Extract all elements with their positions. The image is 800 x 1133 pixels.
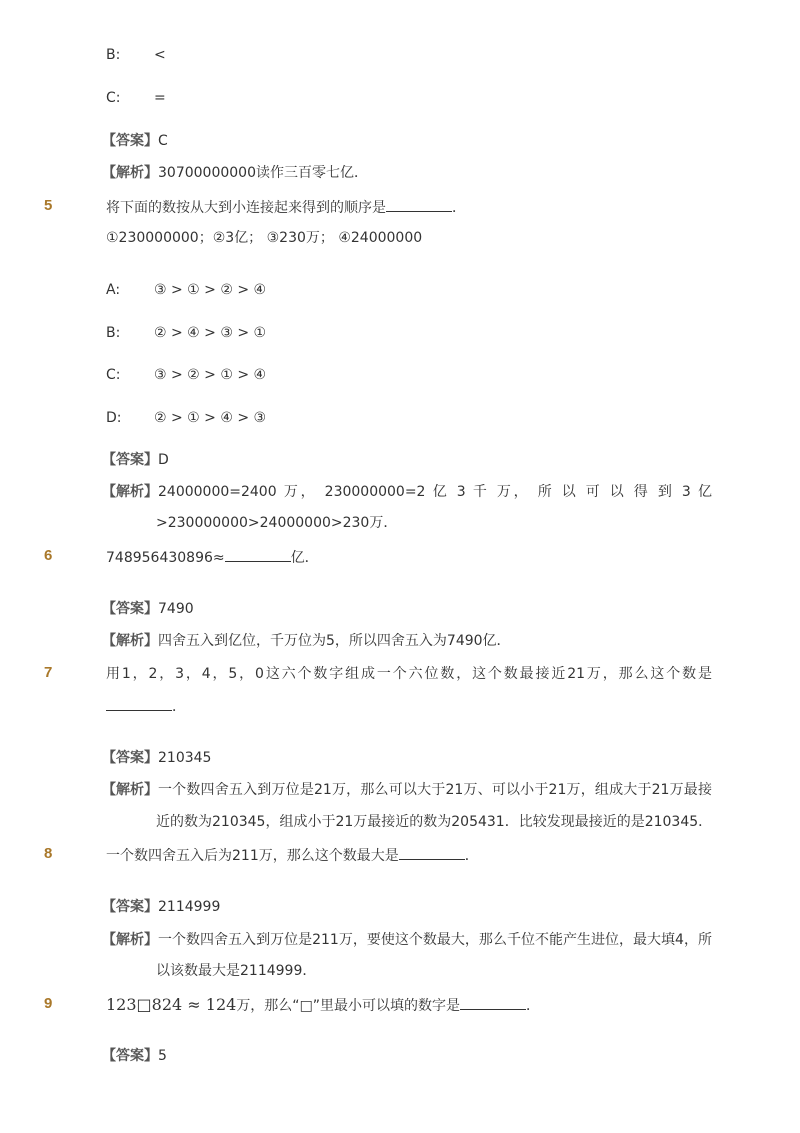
analysis-text: 四舍五入到亿位，千万位为5，所以四舍五入为7490亿． <box>158 633 511 649</box>
question-stem-continued: ． <box>106 696 186 717</box>
answer-blank <box>399 845 465 860</box>
option-label: C: <box>106 367 121 383</box>
question-number: 8 <box>44 845 53 862</box>
answer-tag: 【答案】 <box>102 899 158 915</box>
analysis-text-continued: 近的数为210345，组成小于21万最接近的数为205431．比较发现最接近的是210345． <box>156 814 713 830</box>
answer-value: 210345 <box>158 750 212 766</box>
question-number: 5 <box>44 197 53 214</box>
option-label: A: <box>106 282 121 298</box>
answer-tag: 【答案】 <box>102 1048 158 1064</box>
answer-value: C <box>158 133 168 149</box>
option-label: C: <box>106 90 121 106</box>
analysis-tag: 【解析】 <box>102 633 158 649</box>
option-b <box>106 323 266 343</box>
answer-value: 2114999 <box>158 899 221 915</box>
option-a <box>106 280 266 300</box>
answer-tag: 【答案】 <box>102 452 158 468</box>
answer-tag: 【答案】 <box>102 133 158 149</box>
analysis-line <box>102 482 712 502</box>
option-c <box>106 88 166 108</box>
question-stem: 用1，2，3，4，5，0这六个数字组成一个六位数，这个数最接近21万，那么这个数是 <box>106 666 712 682</box>
analysis-line <box>102 780 712 800</box>
analysis-text-continued: 以该数最大是2114999． <box>156 963 317 979</box>
analysis-text: 一个数四舍五入到万位是21万，那么可以大于21万、可以小于21万，组成大于21万最接 <box>158 782 712 798</box>
answer-line <box>102 748 211 768</box>
option-b <box>106 45 166 65</box>
analysis-tag: 【解析】 <box>102 484 158 500</box>
option-label: D: <box>106 410 122 426</box>
answer-line <box>102 599 194 619</box>
option-text: ③ > ① > ② > ④ <box>154 282 267 298</box>
question-items: ①230000000；②3亿； ③230万； ④24000000 <box>106 230 423 246</box>
question-stem: 一个数四舍五入后为211万，那么这个数最大是 ． <box>106 845 479 866</box>
answer-line <box>102 897 220 917</box>
answer-blank <box>106 696 172 711</box>
option-text: < <box>154 47 166 63</box>
analysis-text-continued: >230000000>24000000>230万． <box>156 515 398 531</box>
answer-tag: 【答案】 <box>102 750 158 766</box>
answer-blank <box>460 995 526 1010</box>
option-text: ② > ① > ④ > ③ <box>154 410 267 426</box>
answer-line <box>102 450 169 470</box>
question-stem: 748956430896≈ 亿． <box>106 547 319 568</box>
answer-blank <box>225 547 291 562</box>
option-label: B: <box>106 325 121 341</box>
option-text: ② > ④ > ③ > ① <box>154 325 267 341</box>
analysis-tag: 【解析】 <box>102 932 158 948</box>
option-text: = <box>154 90 166 106</box>
option-text: ③ > ② > ① > ④ <box>154 367 267 383</box>
answer-value: 5 <box>158 1048 167 1064</box>
analysis-text: 30700000000读作三百零七亿． <box>158 165 368 181</box>
answer-value: D <box>158 452 169 468</box>
answer-line <box>102 1046 167 1066</box>
option-d <box>106 408 266 428</box>
analysis-line <box>102 930 712 950</box>
analysis-line <box>102 163 368 183</box>
analysis-tag: 【解析】 <box>102 782 158 798</box>
analysis-text: 一个数四舍五入到万位是211万，要使这个数最大，那么千位不能产生进位，最大填4，所 <box>158 932 712 948</box>
question-number: 6 <box>44 547 53 564</box>
answer-blank <box>386 197 452 212</box>
question-number: 9 <box>44 995 53 1012</box>
question-stem: 123□824 ≈ 124万，那么“□”里最小可以填的数字是 ． <box>106 995 541 1014</box>
answer-value: 7490 <box>158 601 194 617</box>
analysis-text: 24000000=2400 万， 230000000=2 亿 3 千 万， 所 以 可 以 得 到 3 亿 <box>158 484 712 500</box>
analysis-tag: 【解析】 <box>102 165 158 181</box>
option-label: B: <box>106 47 121 63</box>
answer-line <box>102 131 168 151</box>
answer-tag: 【答案】 <box>102 601 158 617</box>
math-expression: 123□824 ≈ 124 <box>106 995 237 1014</box>
question-number: 7 <box>44 664 53 681</box>
option-c <box>106 365 266 385</box>
analysis-line <box>102 631 511 651</box>
question-stem: 将下面的数按从大到小连接起来得到的顺序是 ． <box>106 197 466 218</box>
